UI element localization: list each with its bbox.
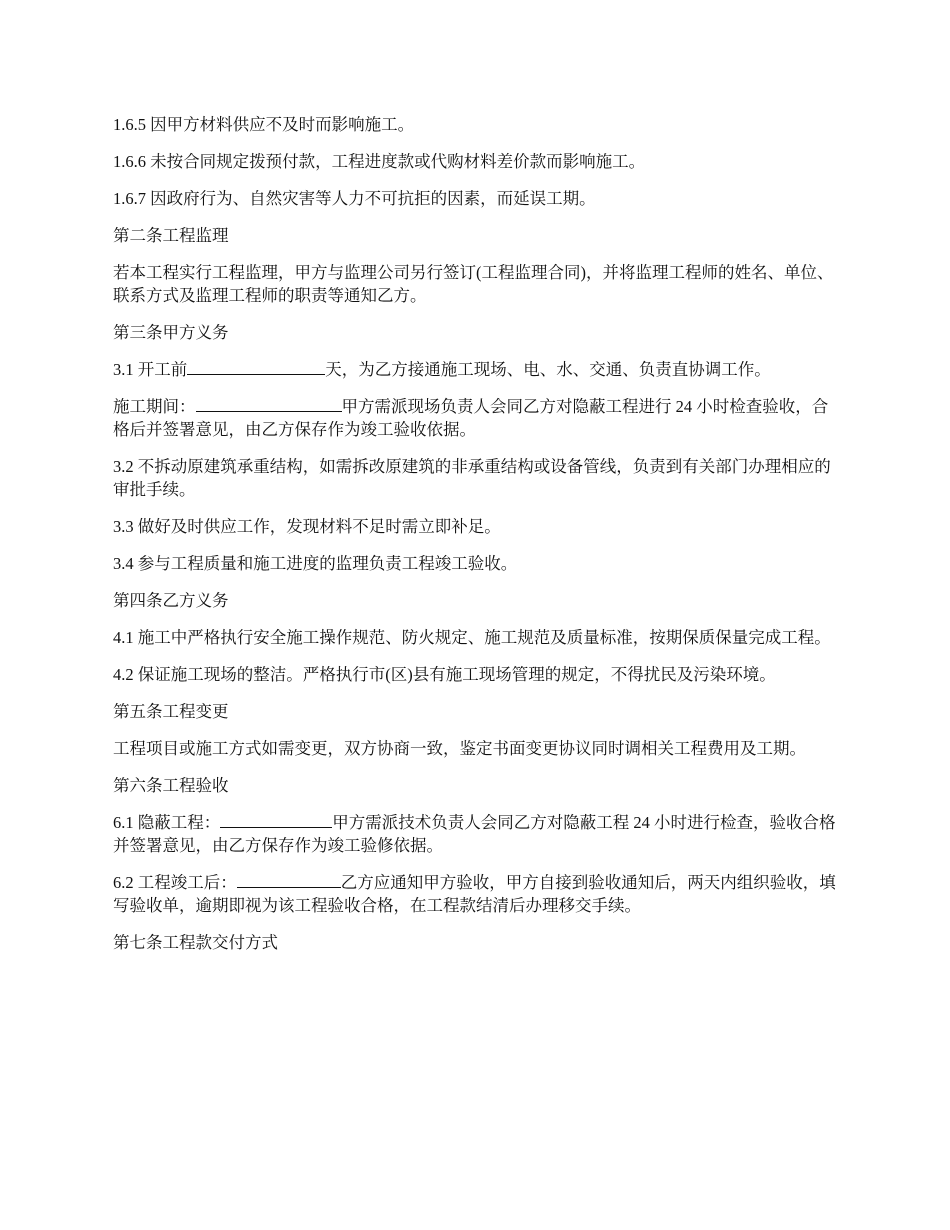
clause-4-1: 4.1 施工中严格执行安全施工操作规范、防火规定、施工规范及质量标准，按期保质保量完成工程。	[113, 628, 831, 647]
clause-3-2: 3.2 不拆动原建筑承重结构，如需拆改原建筑的非承重结构或设备管线，负责到有关部门办理相应的审批手续。	[113, 457, 831, 499]
clause-6-2	[113, 871, 843, 917]
article-3-heading: 第三条甲方义务	[113, 323, 229, 342]
clause-6-1-suffix: 甲方需派技术负责人会同乙方对隐蔽工程 24 小时进行检查，验收合格并签署意见，由乙方保存作为竣工验修依据。	[113, 813, 836, 855]
article-7-heading: 第七条工程款交付方式	[113, 933, 278, 952]
clause-4-2: 4.2 保证施工现场的整洁。严格执行市(区)县有施工现场管理的规定，不得扰民及污染环境。	[113, 665, 776, 684]
clause-3-4: 3.4 参与工程质量和施工进度的监理负责工程竣工验收。	[113, 554, 518, 573]
clause-6-2-prefix: 6.2 工程竣工后：	[113, 873, 237, 892]
clause-6-1-prefix: 6.1 隐蔽工程：	[113, 813, 221, 832]
article-4-heading: 第四条乙方义务	[113, 591, 229, 610]
article-6-heading: 第六条工程验收	[113, 776, 229, 795]
clause-6-2-suffix: 乙方应通知甲方验收，甲方自接到验收通知后，两天内组织验收，填写验收单，逾期即视为该工程验收合格，在工程款结清后办理移交手续。	[113, 873, 836, 915]
fill-in-blank	[187, 358, 325, 375]
document-page	[113, 113, 843, 968]
construction-period-clause	[113, 395, 843, 441]
clause-1-6-7: 1.6.7 因政府行为、自然灾害等人力不可抗拒的因素，而延误工期。	[113, 189, 596, 208]
clause-3-1	[113, 358, 843, 381]
clause-1-6-5: 1.6.5 因甲方材料供应不及时而影响施工。	[113, 115, 415, 134]
clause-1-6-6: 1.6.6 未按合同规定拨预付款，工程进度款或代购材料差价款而影响施工。	[113, 152, 646, 171]
clause-6-1	[113, 811, 843, 857]
construction-period-suffix: 甲方需派现场负责人会同乙方对隐蔽工程进行 24 小时检查验收，合格后并签署意见，由乙方保存作为竣工验收依据。	[113, 397, 829, 439]
construction-period-prefix: 施工期间：	[113, 397, 196, 416]
fill-in-blank	[237, 871, 341, 888]
article-2-body: 若本工程实行工程监理，甲方与监理公司另行签订(工程监理合同)，并将监理工程师的姓名、单位、联系方式及监理工程师的职责等通知乙方。	[113, 263, 834, 305]
article-5-heading: 第五条工程变更	[113, 702, 229, 721]
fill-in-blank	[220, 811, 332, 828]
article-5-body: 工程项目或施工方式如需变更，双方协商一致，鉴定书面变更协议同时调相关工程费用及工期。	[113, 739, 806, 758]
clause-3-1-prefix: 3.1 开工前	[113, 360, 188, 379]
clause-3-3: 3.3 做好及时供应工作，发现材料不足时需立即补足。	[113, 517, 501, 536]
article-2-heading: 第二条工程监理	[113, 226, 229, 245]
clause-3-1-suffix: 天，为乙方接通施工现场、电、水、交通、负责直协调工作。	[325, 360, 771, 379]
fill-in-blank	[196, 395, 342, 412]
